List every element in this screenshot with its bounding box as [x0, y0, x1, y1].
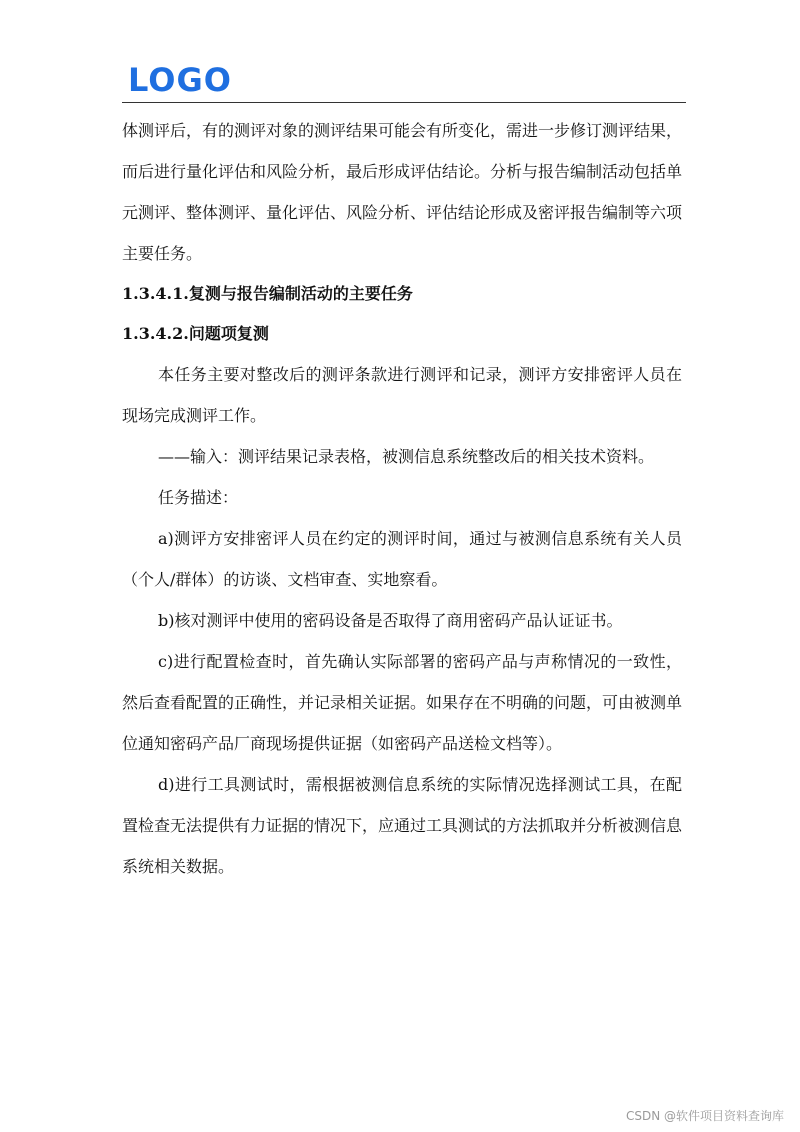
- section-heading-1-3-4-2: 1.3.4.2.问题项复测: [122, 324, 269, 343]
- list-item-b: b)核对测评中使用的密码设备是否取得了商用密码产品认证证书。: [158, 611, 623, 630]
- watermark: CSDN @软件项目资料查询库: [625, 1109, 784, 1123]
- list-item-c: c)进行配置检查时，首先确认实际部署的密码产品与声称情况的一致性，然后查看配置的正确性，并记录相关证据。如果存在不明确的问题，可由被测单位通知密码产品厂商现场提供证据（如密码产品送检文档等）。: [122, 652, 683, 753]
- section-heading-1-3-4-1: 1.3.4.1.复测与报告编制活动的主要任务: [122, 284, 413, 303]
- list-item-d: d)进行工具测试时，需根据被测信息系统的实际情况选择测试工具，在配置检查无法提供有力证据的情况下，应通过工具测试的方法抓取并分析被测信息系统相关数据。: [122, 775, 683, 876]
- page-header: [122, 62, 686, 103]
- logo: LOGO: [128, 61, 232, 99]
- paragraph-task-summary: 本任务主要对整改后的测评条款进行测评和记录，测评方安排密评人员在现场完成测评工作。: [122, 365, 682, 425]
- paragraph-input: ——输入：测评结果记录表格，被测信息系统整改后的相关技术资料。: [158, 447, 655, 466]
- paragraph-continuation: 体测评后，有的测评对象的测评结果可能会有所变化，需进一步修订测评结果，而后进行量化评估和风险分析，最后形成评估结论。分析与报告编制活动包括单元测评、整体测评、量化评估、风险分析、评估结论形成及密评报告编制等六项主要任务。: [122, 121, 683, 263]
- paragraph-task-description-label: 任务描述：: [158, 488, 239, 507]
- list-item-a: a)测评方安排密评人员在约定的测评时间，通过与被测信息系统有关人员（个人/群体）的访谈、文档审查、实地察看。: [122, 529, 682, 589]
- document-body: [122, 110, 682, 887]
